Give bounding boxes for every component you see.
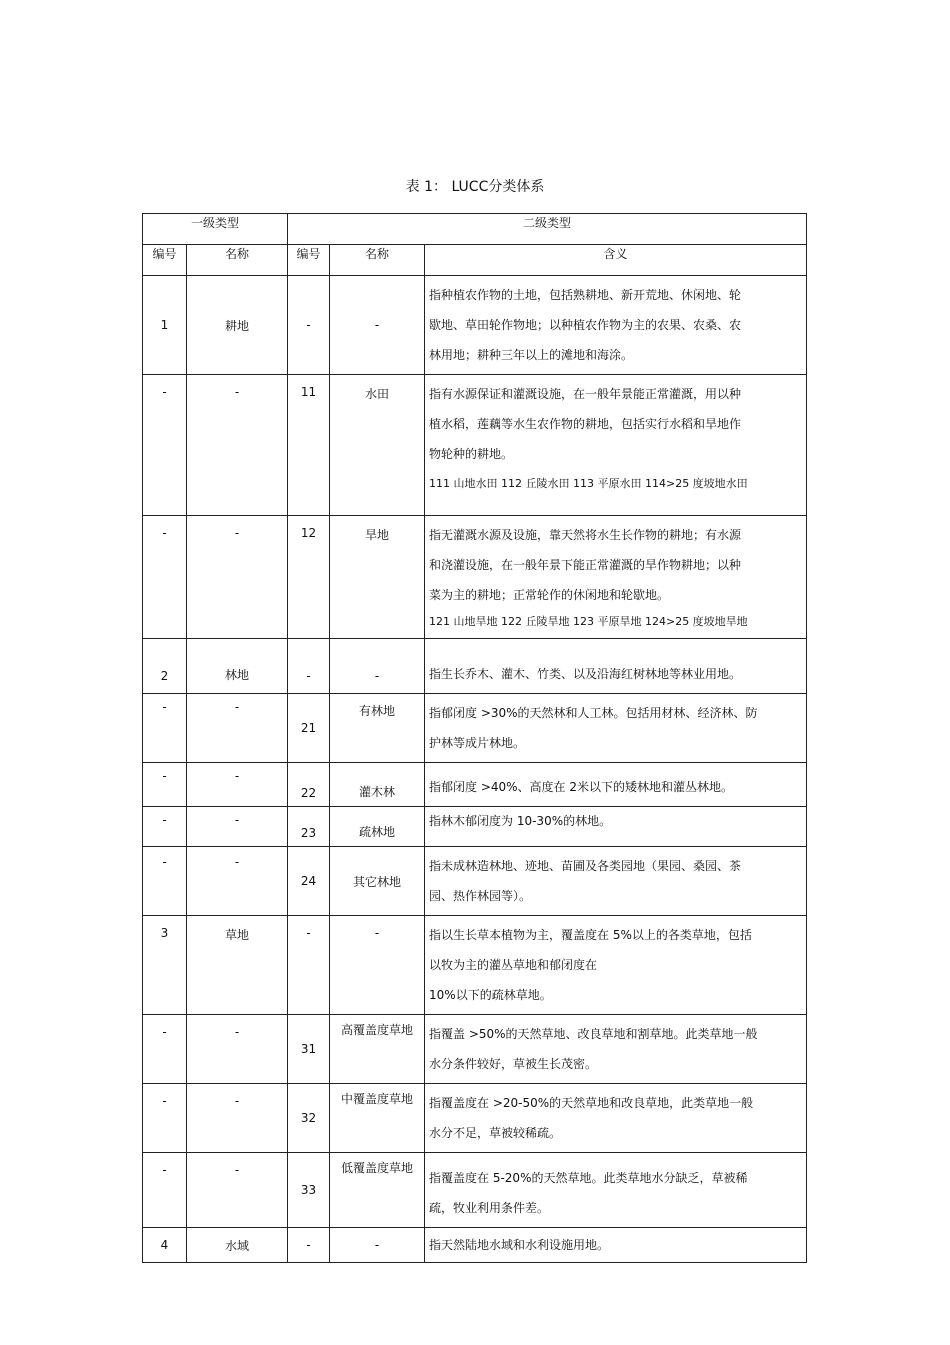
meaning-line: 指覆盖 >50%的天然草地、改良草地和割草地。此类草地一般 <box>429 1027 758 1041</box>
cell-name2: 疏林地 <box>330 807 425 847</box>
cell-code2: 33 <box>288 1153 330 1228</box>
meaning-line: 指种植农作物的土地，包括熟耕地、新开荒地、休闲地、轮 <box>429 288 742 302</box>
cell-code1: 3 <box>143 916 187 1015</box>
meaning-line: 111 山地水田 112 丘陵水田 113 平原水田 114>25 度坡地水田 <box>429 477 748 490</box>
cell-name1: - <box>187 807 288 847</box>
cell-code1: 4 <box>143 1228 187 1263</box>
cell-meaning <box>425 375 807 516</box>
cell-meaning <box>425 847 807 916</box>
table-row <box>143 916 807 1015</box>
cell-code1: 2 <box>143 639 187 694</box>
cell-code2: 24 <box>288 847 330 916</box>
meaning-line: 菜为主的耕地；正常轮作的休闲地和轮歇地。 <box>429 588 670 602</box>
cell-meaning <box>425 1084 807 1153</box>
cell-code1: - <box>143 847 187 916</box>
table-row <box>143 763 807 807</box>
cell-meaning <box>425 639 807 694</box>
cell-meaning <box>425 694 807 763</box>
meaning-line: 疏，牧业利用条件差。 <box>429 1201 550 1215</box>
cell-name1: - <box>187 694 288 763</box>
cell-code2: - <box>288 916 330 1015</box>
cell-meaning <box>425 516 807 639</box>
cell-code1: - <box>143 375 187 516</box>
header-name: 名称 <box>187 245 288 276</box>
table-row <box>143 516 807 639</box>
cell-name1: - <box>187 1153 288 1228</box>
meaning-line: 指覆盖度在 5-20%的天然草地。此类草地水分缺乏，草被稀 <box>429 1171 748 1185</box>
cell-name1: 林地 <box>187 639 288 694</box>
header-code: 编号 <box>143 245 187 276</box>
cell-code1: - <box>143 807 187 847</box>
cell-code2: 12 <box>288 516 330 639</box>
cell-name1: - <box>187 516 288 639</box>
cell-name2: 水田 <box>330 375 425 516</box>
meaning-line: 指生长乔木、灌木、竹类、以及沿海红树林地等林业用地。 <box>429 667 742 681</box>
cell-meaning <box>425 807 807 847</box>
cell-name1: 草地 <box>187 916 288 1015</box>
meaning-line: 10%以下的疏林草地。 <box>429 988 552 1002</box>
meaning-line: 指有水源保证和灌溉设施，在一般年景能正常灌溉，用以种 <box>429 387 742 401</box>
cell-name2: - <box>330 276 425 375</box>
table-row <box>143 807 807 847</box>
cell-code2: 23 <box>288 807 330 847</box>
cell-meaning <box>425 916 807 1015</box>
table-title: 表 1： LUCC分类体系 <box>405 179 545 195</box>
cell-name1: - <box>187 847 288 916</box>
table-row <box>143 1153 807 1228</box>
header-meaning: 含义 <box>425 245 807 276</box>
cell-name1: 耕地 <box>187 276 288 375</box>
cell-code1: - <box>143 763 187 807</box>
cell-name1: - <box>187 375 288 516</box>
cell-name2: 中覆盖度草地 <box>330 1084 425 1153</box>
cell-name2: 有林地 <box>330 694 425 763</box>
cell-meaning <box>425 763 807 807</box>
meaning-line: 植水稻，莲藕等水生农作物的耕地，包括实行水稻和旱地作 <box>429 417 742 431</box>
meaning-line: 指林木郁闭度为 10-30%的林地。 <box>429 814 612 828</box>
meaning-line: 指以生长草本植物为主，覆盖度在 5%以上的各类草地，包括 <box>429 928 752 942</box>
meaning-line: 指未成林造林地、迹地、苗圃及各类园地（果园、桑园、茶 <box>429 859 742 873</box>
header-level2: 二级类型 <box>288 214 807 245</box>
meaning-line: 指天然陆地水域和水利设施用地。 <box>429 1238 610 1252</box>
meaning-line: 和浇灌设施，在一般年景下能正常灌溉的旱作物耕地；以种 <box>429 558 742 572</box>
cell-name2: 灌木林 <box>330 763 425 807</box>
meaning-line: 园、热作林园等）。 <box>429 889 532 903</box>
cell-name2: - <box>330 916 425 1015</box>
cell-code2: 32 <box>288 1084 330 1153</box>
cell-code1: - <box>143 694 187 763</box>
meaning-line: 水分不足，草被较稀疏。 <box>429 1126 562 1140</box>
lucc-classification-table <box>142 213 807 1263</box>
meaning-line: 林用地；耕种三年以上的滩地和海涂。 <box>429 348 634 362</box>
cell-code2: - <box>288 639 330 694</box>
table-row <box>143 847 807 916</box>
cell-code2: 31 <box>288 1015 330 1084</box>
cell-code2: 22 <box>288 763 330 807</box>
meaning-line: 护林等成片林地。 <box>429 736 526 750</box>
cell-meaning <box>425 276 807 375</box>
meaning-line: 指郁闭度 >30%的天然林和人工林。包括用材林、经济林、防 <box>429 706 758 720</box>
cell-code2: - <box>288 1228 330 1263</box>
cell-code2: 21 <box>288 694 330 763</box>
header-row-group <box>143 214 807 245</box>
cell-name2: 高覆盖度草地 <box>330 1015 425 1084</box>
cell-code2: 11 <box>288 375 330 516</box>
cell-code1: - <box>143 516 187 639</box>
cell-name2: 其它林地 <box>330 847 425 916</box>
header-name2: 名称 <box>330 245 425 276</box>
meaning-line: 指无灌溉水源及设施，靠天然将水生长作物的耕地；有水源 <box>429 528 742 542</box>
cell-name2: - <box>330 1228 425 1263</box>
table-row <box>143 375 807 516</box>
meaning-line: 121 山地旱地 122 丘陵旱地 123 平原旱地 124>25 度坡地旱地 <box>429 615 748 628</box>
cell-name1: - <box>187 763 288 807</box>
cell-code1: - <box>143 1153 187 1228</box>
meaning-line: 以牧为主的灌丛草地和郁闭度在 <box>429 958 598 972</box>
table-row <box>143 1084 807 1153</box>
cell-name1: 水域 <box>187 1228 288 1263</box>
table-row <box>143 1015 807 1084</box>
header-code2: 编号 <box>288 245 330 276</box>
meaning-line: 指郁闭度 >40%、高度在 2米以下的矮林地和灌丛林地。 <box>429 780 734 794</box>
table-row <box>143 1228 807 1263</box>
cell-code1: 1 <box>143 276 187 375</box>
header-level1: 一级类型 <box>143 214 288 245</box>
meaning-line: 水分条件较好，草被生长茂密。 <box>429 1057 598 1071</box>
cell-meaning <box>425 1228 807 1263</box>
cell-code2: - <box>288 276 330 375</box>
meaning-line: 物轮种的耕地。 <box>429 447 514 461</box>
cell-code1: - <box>143 1084 187 1153</box>
cell-name2: - <box>330 639 425 694</box>
meaning-line: 指覆盖度在 >20-50%的天然草地和改良草地，此类草地一般 <box>429 1096 754 1110</box>
table-row <box>143 639 807 694</box>
cell-name1: - <box>187 1015 288 1084</box>
table-row <box>143 276 807 375</box>
cell-meaning <box>425 1153 807 1228</box>
table-row <box>143 694 807 763</box>
meaning-line: 歇地、草田轮作物地；以种植农作物为主的农果、农桑、农 <box>429 318 742 332</box>
cell-name1: - <box>187 1084 288 1153</box>
cell-meaning <box>425 1015 807 1084</box>
cell-code1: - <box>143 1015 187 1084</box>
cell-name2: 低覆盖度草地 <box>330 1153 425 1228</box>
header-row-columns <box>143 245 807 276</box>
cell-name2: 旱地 <box>330 516 425 639</box>
